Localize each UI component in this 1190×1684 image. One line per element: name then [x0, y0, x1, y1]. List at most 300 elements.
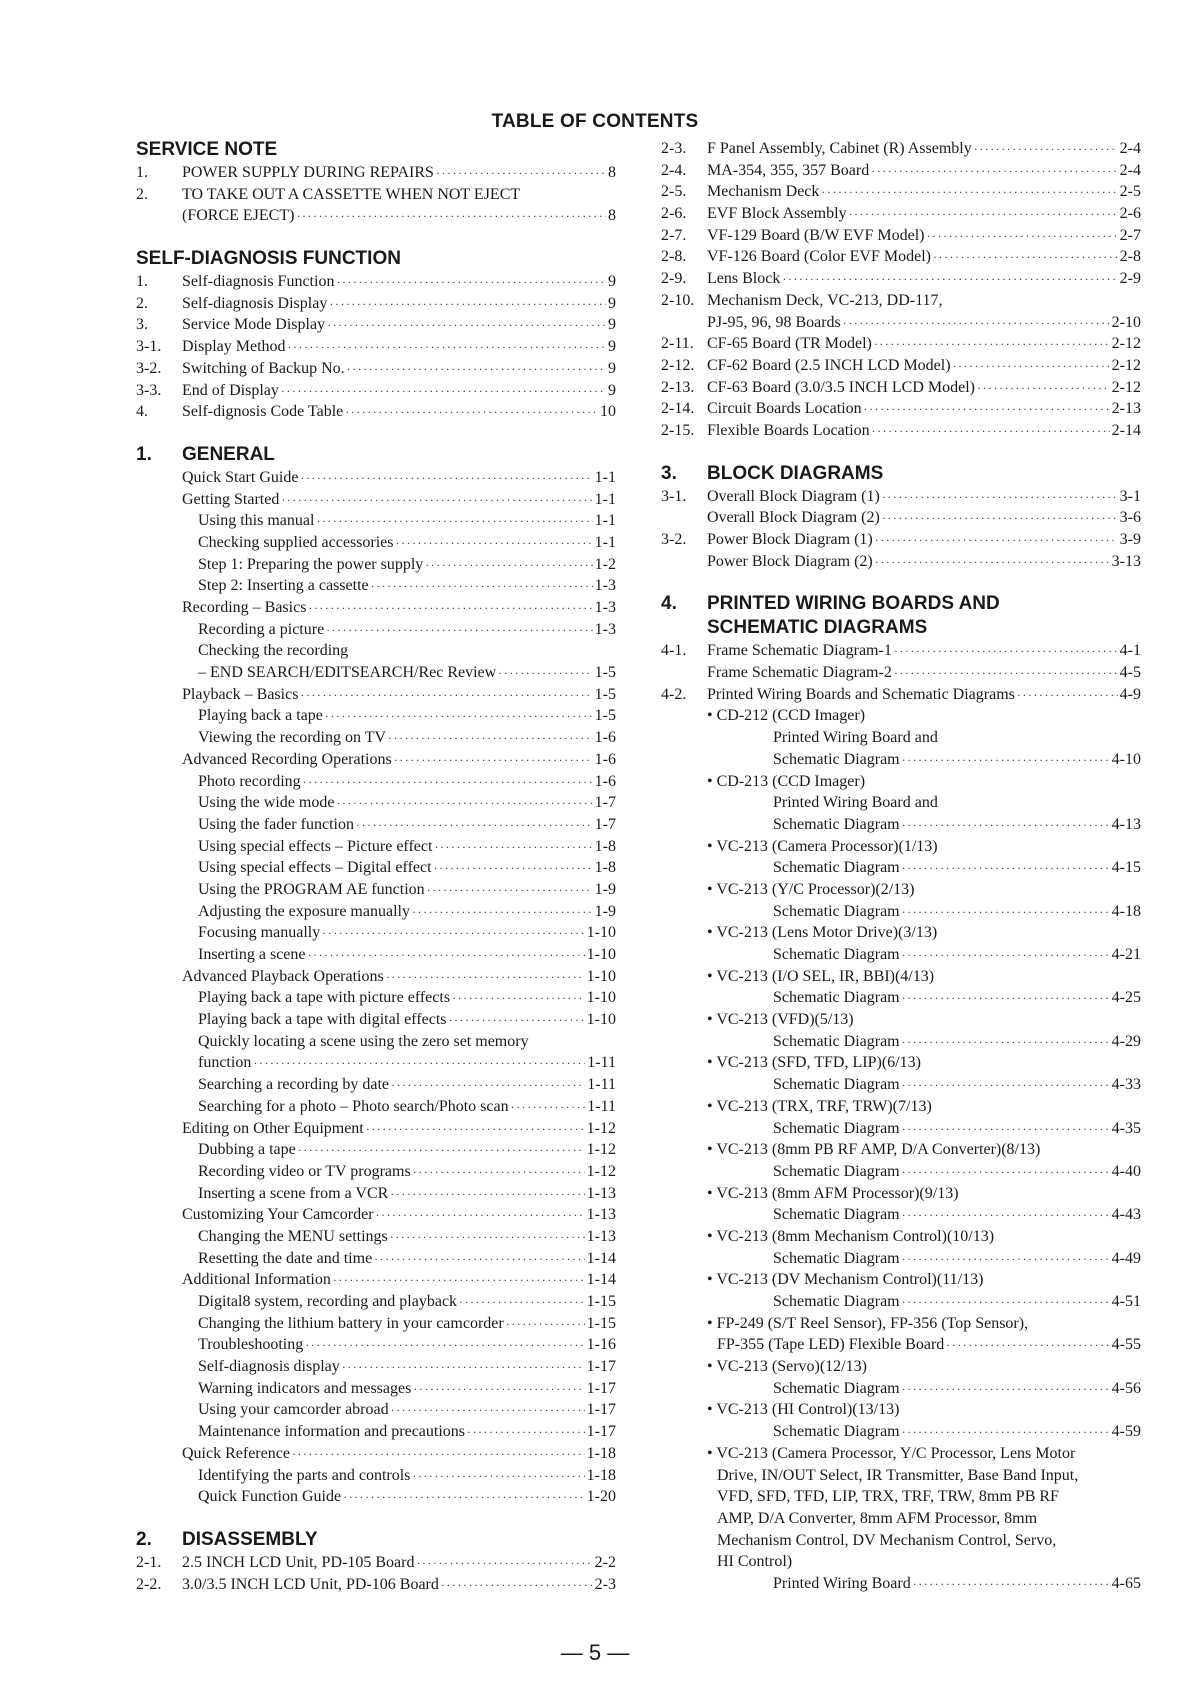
entry-label: Recording – Basics — [182, 599, 307, 616]
toc-entry[interactable] — [136, 1248, 616, 1270]
toc-entry[interactable] — [661, 944, 1141, 966]
toc-entry[interactable] — [661, 355, 1141, 377]
toc-entry[interactable] — [136, 205, 616, 227]
toc-entry[interactable] — [136, 1465, 616, 1487]
dot-leader — [902, 858, 1110, 880]
entry-number: 2. — [136, 294, 148, 312]
toc-entry[interactable] — [136, 727, 616, 749]
toc-entry[interactable] — [661, 1139, 1141, 1161]
entry-label: 3.0/3.5 INCH LCD Unit, PD-106 Board — [182, 1575, 439, 1593]
toc-left-column — [136, 138, 616, 1595]
dot-leader — [376, 1205, 585, 1227]
entry-label: Maintenance information and precautions — [198, 1423, 466, 1441]
entry-number: 2-12. — [661, 356, 695, 374]
toc-entry[interactable] — [661, 662, 1141, 684]
toc-entry[interactable] — [136, 662, 616, 684]
toc-entry[interactable] — [136, 1161, 616, 1183]
entry-label: Frame Schematic Diagram-1 — [707, 642, 892, 660]
entry-number: 2-13. — [661, 378, 695, 396]
toc-entry[interactable] — [661, 684, 1141, 706]
section-heading — [661, 462, 1141, 486]
entry-label: MA-354, 355, 357 Board — [707, 161, 870, 179]
dot-leader — [902, 1422, 1110, 1444]
toc-entry[interactable] — [136, 467, 616, 489]
entry-number: 3-1. — [136, 338, 162, 356]
entry-page: 1-8 — [594, 859, 616, 877]
toc-entry[interactable] — [136, 1031, 616, 1053]
toc-entry[interactable] — [661, 1009, 1141, 1031]
dot-leader — [305, 1335, 584, 1357]
entry-label: Focusing manually — [198, 924, 321, 942]
dot-leader — [391, 1075, 585, 1097]
toc-entry[interactable] — [136, 966, 616, 988]
toc-entry[interactable] — [136, 401, 616, 423]
toc-entry[interactable] — [661, 377, 1141, 399]
toc-entry[interactable] — [136, 1421, 616, 1443]
entry-number: 3-3. — [136, 381, 162, 399]
toc-entry[interactable] — [661, 551, 1141, 573]
entry-label: Identifying the parts and controls — [198, 1466, 411, 1484]
dot-leader — [412, 902, 593, 924]
toc-entry[interactable] — [661, 1226, 1141, 1248]
entry-label: Mechanism Control, DV Mechanism Control, Servo, — [717, 1531, 1057, 1549]
toc-entry[interactable] — [661, 1161, 1141, 1183]
entry-page: 3-6 — [1119, 509, 1141, 527]
entry-label: • VC-213 (SFD, TFD, LIP)(6/13) — [707, 1054, 921, 1072]
toc-entry[interactable] — [136, 814, 616, 836]
entry-page: 3-9 — [1119, 531, 1141, 548]
toc-entry[interactable] — [661, 705, 1141, 727]
toc-entry[interactable] — [661, 1551, 1141, 1573]
toc-entry[interactable] — [661, 1465, 1141, 1487]
toc-entry[interactable] — [136, 987, 616, 1009]
toc-entry[interactable] — [661, 225, 1141, 247]
entry-label: Playback – Basics — [182, 685, 299, 703]
toc-entry[interactable] — [661, 1074, 1141, 1096]
toc-entry[interactable] — [661, 160, 1141, 182]
section-title — [182, 1528, 318, 1552]
toc-entry[interactable] — [136, 184, 616, 206]
toc-entry[interactable] — [136, 162, 616, 184]
entry-label: Checking the recording — [198, 642, 349, 660]
entry-label: Schematic Diagram — [773, 1119, 900, 1137]
toc-right-column — [661, 138, 1141, 1595]
toc-section — [136, 138, 616, 227]
toc-entry[interactable] — [661, 1486, 1141, 1508]
toc-entry[interactable] — [136, 749, 616, 771]
dot-leader — [416, 1553, 592, 1575]
entry-label: • VC-213 (8mm Mechanism Control)(10/13) — [707, 1227, 995, 1245]
entry-page: 4-21 — [1111, 946, 1141, 963]
dot-leader — [345, 402, 598, 424]
toc-entry[interactable] — [136, 1356, 616, 1378]
section-heading — [136, 1528, 616, 1552]
section-gap — [136, 1508, 616, 1528]
entry-label: • VC-213 (TRX, TRF, TRW)(7/13) — [707, 1097, 932, 1115]
entry-page: 1-12 — [586, 1141, 616, 1159]
section-gap — [136, 423, 616, 443]
toc-entry[interactable] — [661, 203, 1141, 225]
toc-entry[interactable] — [136, 1291, 616, 1313]
toc-entry[interactable] — [661, 966, 1141, 988]
entry-page: 1-16 — [586, 1336, 616, 1354]
entry-label: Self-diagnosis display — [198, 1358, 340, 1376]
dot-leader — [374, 1249, 585, 1271]
toc-entry[interactable] — [661, 268, 1141, 290]
entry-label: POWER SUPPLY DURING REPAIRS — [182, 164, 434, 181]
toc-entry[interactable] — [136, 1139, 616, 1161]
toc-entry[interactable] — [136, 1399, 616, 1421]
entry-number: 2-2. — [136, 1575, 162, 1593]
entry-page: 4-29 — [1111, 1032, 1141, 1050]
toc-entry[interactable] — [661, 529, 1141, 551]
entry-label: Advanced Playback Operations — [182, 967, 384, 985]
entry-page: 4-9 — [1119, 685, 1141, 703]
toc-entry[interactable] — [661, 640, 1141, 662]
entry-page: 8 — [608, 164, 616, 181]
toc-entry[interactable] — [136, 489, 616, 511]
entry-label: Schematic Diagram — [773, 1076, 900, 1094]
section-title — [136, 247, 401, 271]
toc-entry[interactable] — [661, 1508, 1141, 1530]
toc-entry[interactable] — [661, 333, 1141, 355]
entry-page: 2-4 — [1119, 161, 1141, 179]
toc-entry[interactable] — [136, 1204, 616, 1226]
entry-page: 2-9 — [1119, 270, 1141, 288]
toc-entry[interactable] — [661, 1334, 1141, 1356]
toc-entry[interactable] — [661, 507, 1141, 529]
toc-entry[interactable] — [661, 1378, 1141, 1400]
dot-leader — [388, 728, 593, 750]
dot-leader — [288, 337, 606, 359]
toc-entry[interactable] — [136, 1226, 616, 1248]
dot-leader — [902, 815, 1110, 837]
toc-entry[interactable] — [136, 1313, 616, 1335]
toc-entry[interactable] — [661, 857, 1141, 879]
toc-entry[interactable] — [136, 792, 616, 814]
dot-leader — [821, 182, 1117, 204]
toc-entry[interactable] — [136, 380, 616, 402]
toc-entry[interactable] — [661, 814, 1141, 836]
dot-leader — [902, 902, 1110, 924]
toc-entry[interactable] — [136, 1269, 616, 1291]
entry-page: 1-17 — [586, 1379, 616, 1397]
entry-label: Display Method — [182, 338, 286, 356]
entry-label: • FP-249 (S/T Reel Sensor), FP-356 (Top Sensor), — [707, 1314, 1029, 1332]
entry-page: 2-12 — [1111, 356, 1141, 374]
toc-entry[interactable] — [136, 836, 616, 858]
toc-entry[interactable] — [661, 792, 1141, 814]
section-heading — [136, 443, 616, 467]
entry-number: 3. — [136, 316, 148, 334]
toc-entry[interactable] — [661, 312, 1141, 334]
section-title — [136, 138, 277, 162]
entry-number: 2-6. — [661, 205, 687, 223]
toc-entry[interactable] — [661, 922, 1141, 944]
toc-entry[interactable] — [136, 314, 616, 336]
dot-leader — [342, 1357, 585, 1379]
entry-label: FP-355 (Tape LED) Flexible Board — [717, 1336, 945, 1354]
entry-page: 4-10 — [1111, 750, 1141, 768]
toc-entry[interactable] — [661, 727, 1141, 749]
dot-leader — [882, 508, 1118, 530]
dot-leader — [974, 139, 1118, 161]
toc-entry[interactable] — [661, 1031, 1141, 1053]
toc-entry[interactable] — [136, 271, 616, 293]
entry-label: Schematic Diagram — [773, 1379, 900, 1397]
entry-label: Customizing Your Camcorder — [182, 1206, 374, 1224]
entry-label: Using your camcorder abroad — [198, 1401, 389, 1419]
entry-label: Printed Wiring Board — [773, 1574, 911, 1592]
entry-label: HI Control) — [717, 1553, 793, 1571]
entry-page: 1-17 — [586, 1423, 616, 1441]
toc-entry[interactable] — [136, 336, 616, 358]
entry-page: 1-1 — [594, 468, 616, 486]
toc-entry[interactable] — [136, 532, 616, 554]
toc-entry[interactable] — [661, 879, 1141, 901]
entry-label: • VC-213 (Y/C Processor)(2/13) — [707, 880, 915, 898]
toc-entry[interactable] — [661, 1204, 1141, 1226]
entry-label: Overall Block Diagram (2) — [707, 509, 880, 527]
dot-leader — [977, 378, 1110, 400]
dot-leader — [843, 313, 1110, 335]
toc-entry[interactable] — [661, 398, 1141, 420]
entry-label: CF-62 Board (2.5 INCH LCD Model) — [707, 356, 951, 374]
toc-entry[interactable] — [136, 1096, 616, 1118]
dot-leader — [322, 923, 584, 945]
dot-leader — [300, 468, 592, 490]
entry-label: VF-129 Board (B/W EVF Model) — [707, 226, 925, 244]
toc-entry[interactable] — [136, 293, 616, 315]
entry-number: 3-1. — [661, 487, 687, 505]
dot-leader — [1017, 685, 1118, 707]
entry-page: 9 — [608, 381, 616, 399]
entry-label: Schematic Diagram — [773, 750, 900, 768]
dot-leader — [366, 1119, 585, 1141]
entry-label: VFD, SFD, TFD, LIP, TRX, TRF, TRW, 8mm PB RF — [717, 1488, 1059, 1506]
entry-page: 1-6 — [594, 772, 616, 790]
toc-entry[interactable] — [661, 486, 1141, 508]
entry-label: • VC-213 (Camera Processor)(1/13) — [707, 837, 938, 855]
toc-entry[interactable] — [661, 1118, 1141, 1140]
toc-entry[interactable] — [661, 246, 1141, 268]
entry-label: Quickly locating a scene using the zero set memory — [198, 1032, 529, 1050]
entry-page: 9 — [608, 273, 616, 291]
toc-entry[interactable] — [661, 1399, 1141, 1421]
toc-entry[interactable] — [661, 138, 1141, 160]
toc-entry[interactable] — [136, 1552, 616, 1574]
toc-entry[interactable] — [661, 1052, 1141, 1074]
toc-entry[interactable] — [136, 1074, 616, 1096]
dot-leader — [953, 356, 1110, 378]
entry-label: Schematic Diagram — [773, 815, 900, 833]
toc-entry[interactable] — [136, 510, 616, 532]
entry-page: 1-20 — [586, 1488, 616, 1506]
toc-section — [136, 1508, 616, 1595]
section-title-text: SELF-DIAGNOSIS FUNCTION — [136, 248, 401, 270]
toc-entry[interactable] — [136, 1183, 616, 1205]
toc-entry[interactable] — [661, 1356, 1141, 1378]
entry-label: • VC-213 (Servo)(12/13) — [707, 1358, 867, 1376]
dot-leader — [894, 641, 1118, 663]
entry-number: 3-2. — [136, 359, 162, 377]
toc-entry[interactable] — [661, 181, 1141, 203]
dot-leader — [329, 294, 606, 316]
entry-label: Digital8 system, recording and playback — [198, 1293, 458, 1310]
dot-leader — [425, 555, 592, 577]
toc-entry[interactable] — [661, 771, 1141, 793]
toc-entry[interactable] — [136, 684, 616, 706]
toc-entry[interactable] — [661, 749, 1141, 771]
entry-page: 2-3 — [594, 1575, 616, 1593]
toc-entry[interactable] — [661, 420, 1141, 442]
toc-entry[interactable] — [136, 771, 616, 793]
entry-label: Photo recording — [198, 772, 301, 790]
section-number: 4. — [661, 593, 677, 615]
entry-page: 4-43 — [1111, 1206, 1141, 1224]
toc-entry[interactable] — [136, 1378, 616, 1400]
toc-entry[interactable] — [136, 554, 616, 576]
entry-page: 4-1 — [1119, 642, 1141, 660]
dot-leader — [902, 945, 1110, 967]
dot-leader — [467, 1422, 585, 1444]
dot-leader — [327, 315, 606, 337]
entry-page: 1-5 — [594, 664, 616, 682]
dot-leader — [452, 988, 585, 1010]
dot-leader — [371, 576, 593, 598]
entry-page: 2-12 — [1111, 378, 1141, 396]
dot-leader — [390, 1227, 585, 1249]
entry-number: 2-10. — [661, 291, 695, 309]
dot-leader — [308, 945, 585, 967]
entry-number: 2. — [136, 185, 148, 203]
toc-entry[interactable] — [661, 1269, 1141, 1291]
toc-entry[interactable] — [136, 575, 616, 597]
toc-entry[interactable] — [136, 857, 616, 879]
toc-entry[interactable] — [661, 901, 1141, 923]
toc-entry[interactable] — [661, 1530, 1141, 1552]
section-title — [707, 462, 883, 486]
dot-leader — [902, 1249, 1110, 1271]
entry-page: 1-12 — [586, 1119, 616, 1137]
entry-label: Inserting a scene — [198, 946, 306, 963]
toc-entry[interactable] — [136, 597, 616, 619]
toc-entry[interactable] — [136, 879, 616, 901]
entry-label: Dubbing a tape — [198, 1141, 296, 1159]
toc-entry[interactable] — [661, 290, 1141, 312]
toc-entry[interactable] — [136, 1486, 616, 1508]
toc-entry[interactable] — [136, 922, 616, 944]
entry-label: • CD-212 (CCD Imager) — [707, 707, 866, 725]
entry-label: CF-63 Board (3.0/3.5 INCH LCD Model) — [707, 378, 975, 396]
section-gap — [136, 227, 616, 247]
toc-entry[interactable] — [136, 1052, 616, 1074]
toc-entry[interactable] — [661, 987, 1141, 1009]
toc-entry[interactable] — [661, 1421, 1141, 1443]
dot-leader — [434, 837, 592, 859]
dot-leader — [281, 381, 606, 403]
entry-label: Using the PROGRAM AE function — [198, 880, 425, 898]
entry-page: 4-65 — [1111, 1574, 1141, 1592]
entry-page: 1-9 — [594, 902, 616, 920]
toc-entry[interactable] — [136, 619, 616, 641]
dot-leader — [902, 988, 1110, 1010]
dot-leader — [782, 269, 1117, 291]
toc-entry[interactable] — [136, 1443, 616, 1465]
entry-label: Using special effects – Digital effect — [198, 859, 432, 877]
toc-entry[interactable] — [661, 1291, 1141, 1313]
entry-label: Recording a picture — [198, 620, 325, 638]
toc-entry[interactable] — [661, 1443, 1141, 1465]
entry-label: Searching a recording by date — [198, 1076, 390, 1094]
entry-page: 1-1 — [594, 512, 616, 530]
toc-section — [661, 572, 1141, 1594]
toc-entry[interactable] — [136, 358, 616, 380]
toc-entry[interactable] — [136, 705, 616, 727]
entry-page: 1-6 — [594, 750, 616, 768]
entry-label: Viewing the recording on TV — [198, 729, 387, 747]
entry-label: Flexible Boards Location — [707, 421, 870, 439]
entry-page: 1-2 — [594, 555, 616, 573]
toc-section — [136, 423, 616, 1508]
dot-leader — [902, 1162, 1110, 1184]
entry-label: Using the wide mode — [198, 794, 335, 812]
entry-page: 1-11 — [587, 1076, 616, 1094]
entry-page: 1-6 — [594, 729, 616, 747]
toc-entry[interactable] — [661, 1096, 1141, 1118]
section-title-text: PRINTED WIRING BOARDS AND — [707, 593, 1000, 615]
entry-page: 1-10 — [586, 1011, 616, 1029]
toc-entry[interactable] — [661, 1183, 1141, 1205]
entry-label: Step 1: Preparing the power supply — [198, 555, 424, 573]
dot-leader — [292, 1444, 585, 1466]
entry-label: Changing the MENU settings — [198, 1227, 388, 1245]
toc-entry[interactable] — [136, 1334, 616, 1356]
entry-label: Quick Reference — [182, 1444, 290, 1462]
entry-page: 1-18 — [586, 1466, 616, 1484]
toc-entry[interactable] — [661, 1248, 1141, 1270]
dot-leader — [871, 161, 1117, 183]
toc-entry[interactable] — [136, 640, 616, 662]
toc-entry[interactable] — [136, 944, 616, 966]
entry-label: Self-diagnosis Function — [182, 273, 335, 291]
entry-page: 2-13 — [1111, 400, 1141, 418]
toc-entry[interactable] — [661, 836, 1141, 858]
entry-label: Power Block Diagram (2) — [707, 552, 873, 570]
entry-page: 3-13 — [1111, 552, 1141, 570]
entry-label: Service Mode Display — [182, 316, 326, 334]
section-heading — [136, 138, 616, 162]
toc-entry[interactable] — [136, 1009, 616, 1031]
entry-page: 1-14 — [586, 1271, 616, 1289]
entry-number: 4-2. — [661, 685, 687, 703]
toc-entry[interactable] — [136, 1574, 616, 1596]
entry-page: 9 — [608, 338, 616, 356]
dot-leader — [511, 1097, 586, 1119]
toc-entry[interactable] — [661, 1313, 1141, 1335]
dot-leader — [253, 1053, 585, 1075]
entry-page: 1-1 — [594, 533, 616, 551]
toc-entry[interactable] — [661, 1573, 1141, 1595]
entry-label: Schematic Diagram — [773, 1293, 900, 1310]
entry-label: Mechanism Deck, VC-213, DD-117, — [707, 291, 943, 309]
entry-page: 4-13 — [1111, 815, 1141, 833]
toc-entry[interactable] — [136, 1118, 616, 1140]
entry-page: 1-7 — [594, 794, 616, 812]
toc-entry[interactable] — [136, 901, 616, 923]
section-title-text: SCHEMATIC DIAGRAMS — [707, 617, 928, 639]
entry-label: Using this manual — [198, 512, 315, 530]
